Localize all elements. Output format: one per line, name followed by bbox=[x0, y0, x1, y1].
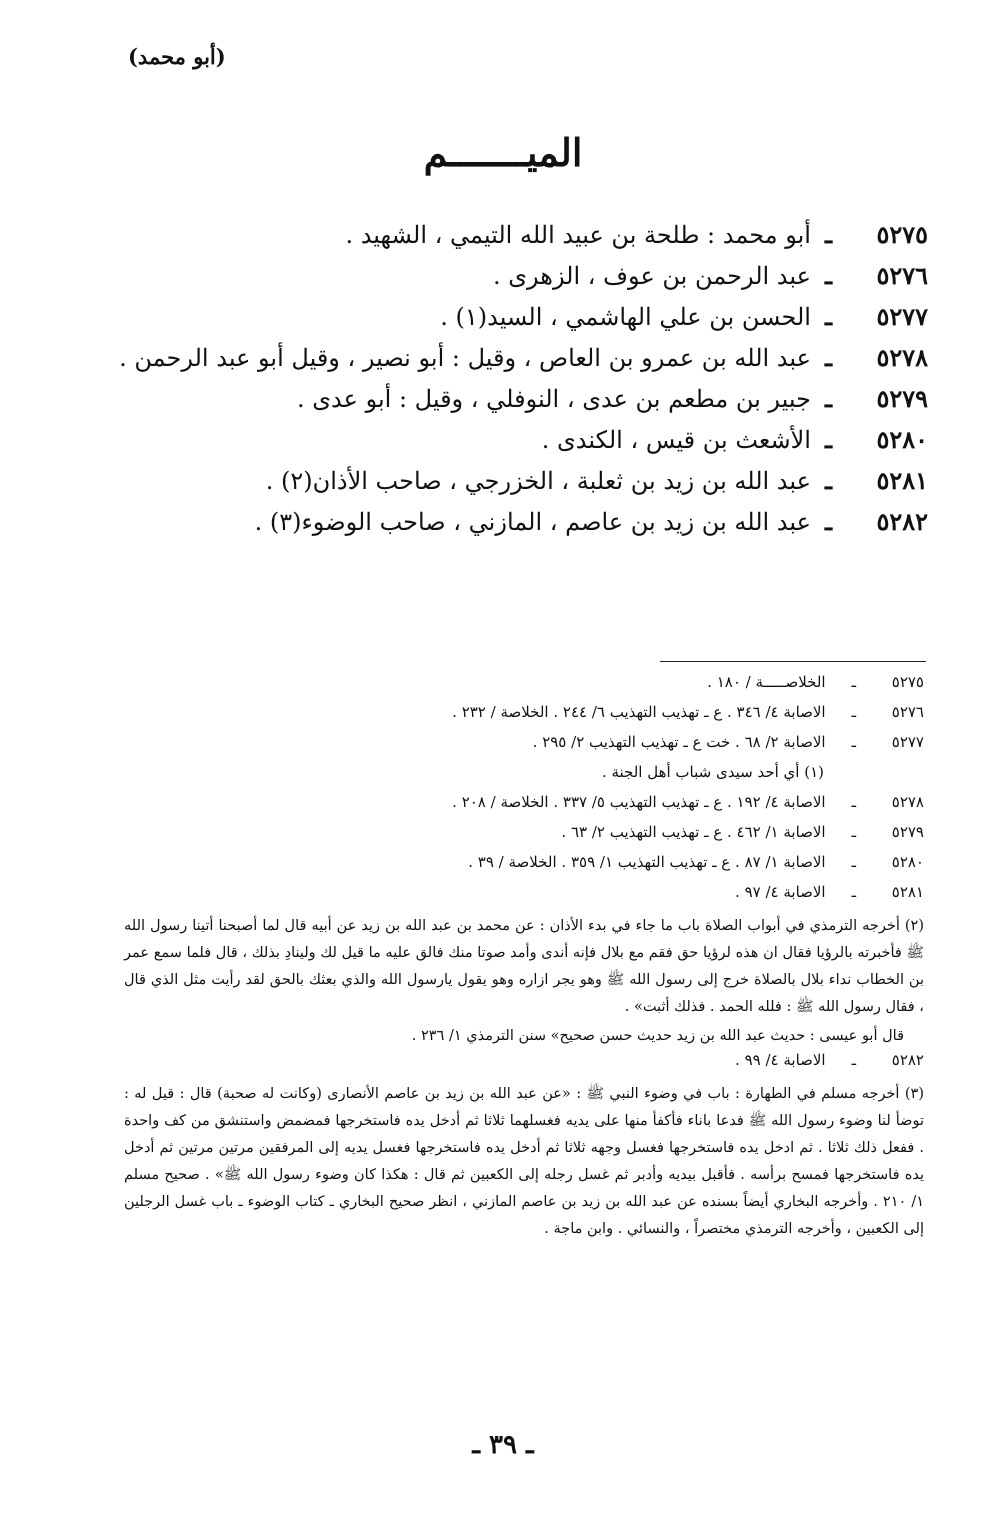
reference-text: الخلاصـــــة / ١٨٠ . bbox=[707, 673, 826, 691]
reference-text: الاصابة ٤/ ١٩٢ . ع ـ تهذيب التهذيب ٥/ ٣٣٧ . الخلاصة / ٢٠٨ . bbox=[452, 793, 826, 811]
reference-number: ٥٢٨٠ bbox=[891, 853, 924, 871]
entry bbox=[108, 302, 928, 343]
entry bbox=[108, 343, 928, 384]
entry-text: أبو محمد : طلحة بن عبيد الله التيمي ، الشهيد . bbox=[345, 221, 811, 249]
entry-number: ٥٢٧٨ bbox=[876, 343, 928, 372]
footnote-2: (٢) أخرجه الترمذي في أبواب الصلاة باب ما جاء في بدء الأذان : عن محمد بن عبد الله بن زيد عن أبيه قال لما أصبحنا أتينا رسول الله ﷺ فأخبرته بالرؤيا فقال ان هذه لرؤيا حق فقم مع بلال فإنه أندى وأمد صوتا منك فالق عليه ما قيل لك ولينادِ بذلك ، قال فلما سمع عمر بن الخطاب نداء بلال بالصلاة خرج إلى رسول الله ﷺ وهو يجر ازاره وهو يقول يارسول الله والذي بعثك بالحق لقد رأيت مثل الذي قال ، فقال رسول الله ﷺ : فلله الحمد . فذلك أثبت» . bbox=[124, 918, 924, 1015]
footnote-rule bbox=[660, 661, 926, 662]
reference-text: الاصابة ١/ ٤٦٢ . ع ـ تهذيب التهذيب ٢/ ٦٣ . bbox=[561, 823, 826, 841]
reference-number: ٥٢٧٥ bbox=[891, 673, 924, 691]
footnote-2-tail: قال أبو عيسى : حديث عبد الله بن زيد حديث حسن صحيح» سنن الترمذي ١/ ٢٣٦ . bbox=[411, 1028, 904, 1044]
entry bbox=[108, 220, 928, 261]
entry bbox=[108, 261, 928, 302]
reference-dash: ـ bbox=[851, 733, 856, 751]
footnote-reference bbox=[124, 1051, 924, 1081]
reference-dash: ـ bbox=[851, 823, 856, 841]
reference-dash: ـ bbox=[851, 673, 856, 691]
entry-number: ٥٢٧٩ bbox=[876, 384, 928, 413]
entry bbox=[108, 425, 928, 466]
reference-number: ٥٢٨٢ bbox=[891, 1051, 924, 1069]
entry-dash: ـ bbox=[824, 343, 832, 372]
running-head: (أبو محمد) bbox=[128, 44, 226, 69]
footnote-1: (١) أي أحد سيدى شباب أهل الجنة . bbox=[601, 763, 824, 781]
page-number: ـ ٣٩ ـ bbox=[472, 1430, 534, 1460]
entry-dash: ـ bbox=[824, 220, 832, 249]
reference-number: ٥٢٧٨ bbox=[891, 793, 924, 811]
entries-list bbox=[108, 220, 928, 548]
entry-dash: ـ bbox=[824, 384, 832, 413]
reference-dash: ـ bbox=[851, 703, 856, 721]
reference-number: ٥٢٧٧ bbox=[891, 733, 924, 751]
entry-number: ٥٢٧٥ bbox=[876, 220, 928, 249]
entry-text: عبد الله بن زيد بن ثعلبة ، الخزرجي ، صاحب الأذان(٢) . bbox=[265, 467, 811, 495]
reference-dash: ـ bbox=[851, 883, 856, 901]
entry-text: الحسن بن علي الهاشمي ، السيد(١) . bbox=[440, 303, 811, 331]
entry bbox=[108, 384, 928, 425]
entry-text: عبد الرحمن بن عوف ، الزهرى . bbox=[493, 262, 811, 290]
entry-dash: ـ bbox=[824, 261, 832, 290]
entry-dash: ـ bbox=[824, 425, 832, 454]
footnote-reference bbox=[124, 883, 924, 913]
entry-text: عبد الله بن زيد بن عاصم ، المازني ، صاحب الوضوء(٣) . bbox=[254, 508, 811, 536]
footnote-reference bbox=[124, 823, 924, 853]
footnote-reference bbox=[124, 733, 924, 763]
entry-text: الأشعث بن قيس ، الكندى . bbox=[541, 426, 811, 454]
entry-number: ٥٢٧٦ bbox=[876, 261, 928, 290]
reference-text: الاصابة ٢/ ٦٨ . خت ع ـ تهذيب التهذيب ٢/ ٢٩٥ . bbox=[532, 733, 826, 751]
reference-number: ٥٢٧٦ bbox=[891, 703, 924, 721]
footnotes bbox=[124, 673, 924, 1243]
footnote-reference bbox=[124, 853, 924, 883]
entry-number: ٥٢٧٧ bbox=[876, 302, 928, 331]
reference-text: الاصابة ٤/ ٩٩ . bbox=[735, 1051, 826, 1069]
entry bbox=[108, 507, 928, 548]
section-title: الميـــــــم bbox=[423, 130, 583, 175]
entry-text: جبير بن مطعم بن عدى ، النوفلي ، وقيل : أبو عدى . bbox=[296, 385, 811, 413]
reference-text: الاصابة ٤/ ٣٤٦ . ع ـ تهذيب التهذيب ٦/ ٢٤٤ . الخلاصة / ٢٣٢ . bbox=[452, 703, 826, 721]
reference-text: الاصابة ٤/ ٩٧ . bbox=[735, 883, 826, 901]
entry-dash: ـ bbox=[824, 466, 832, 495]
reference-text: الاصابة ١/ ٨٧ . ع ـ تهذيب التهذيب ١/ ٣٥٩ . الخلاصة / ٣٩ . bbox=[468, 853, 826, 871]
entry-dash: ـ bbox=[824, 302, 832, 331]
entry-dash: ـ bbox=[824, 507, 832, 536]
entry-text: عبد الله بن عمرو بن العاص ، وقيل : أبو نصير ، وقيل أبو عبد الرحمن . bbox=[119, 344, 811, 372]
entry bbox=[108, 466, 928, 507]
footnote-3: (٣) أخرجه مسلم في الطهارة : باب في وضوء النبي ﷺ : «عن عبد الله بن زيد بن عاصم الأنصارى (وكانت له صحبة) قال : قيل له : توضأ لنا وضوء رسول الله ﷺ فدعا باناء فأكفأ منها على يديه فغسلهما ثلاثا ثم أدخل يده فاستخرجها فمضمض واستنشق من كف واحدة . ففعل ذلك ثلاثا . ثم ادخل يده فاستخرجها فغسل وجهه ثلاثا ثم أدخل يده فاستخرجها فغسل يديه إلى المرفقين مرتين مرتين ثم أدخل يده فاستخرجها فمسح برأسه . فأقبل بيديه وأدبر ثم غسل رجله إلى الكعبين ثم قال : هكذا كان وضوء رسول الله ﷺ» . صحيح مسلم ١/ ٢١٠ . وأخرجه البخاري أيضاً بسنده عن عبد الله بن زيد بن عاصم المازني ، انظر صحيح البخاري ـ كتاب الوضوء ـ باب غسل الرجلين إلى الكعبين ، وأخرجه الترمذي مختصراً ، والنسائي . وابن ماجة . bbox=[124, 1086, 924, 1237]
entry-number: ٥٢٨٢ bbox=[876, 507, 928, 536]
reference-dash: ـ bbox=[851, 793, 856, 811]
reference-number: ٥٢٧٩ bbox=[891, 823, 924, 841]
reference-dash: ـ bbox=[851, 1051, 856, 1069]
entry-number: ٥٢٨٠ bbox=[876, 425, 928, 454]
reference-number: ٥٢٨١ bbox=[891, 883, 924, 901]
reference-dash: ـ bbox=[851, 853, 856, 871]
footnote-reference bbox=[124, 793, 924, 823]
footnote-reference bbox=[124, 703, 924, 733]
entry-number: ٥٢٨١ bbox=[876, 466, 928, 495]
footnote-reference bbox=[124, 673, 924, 703]
